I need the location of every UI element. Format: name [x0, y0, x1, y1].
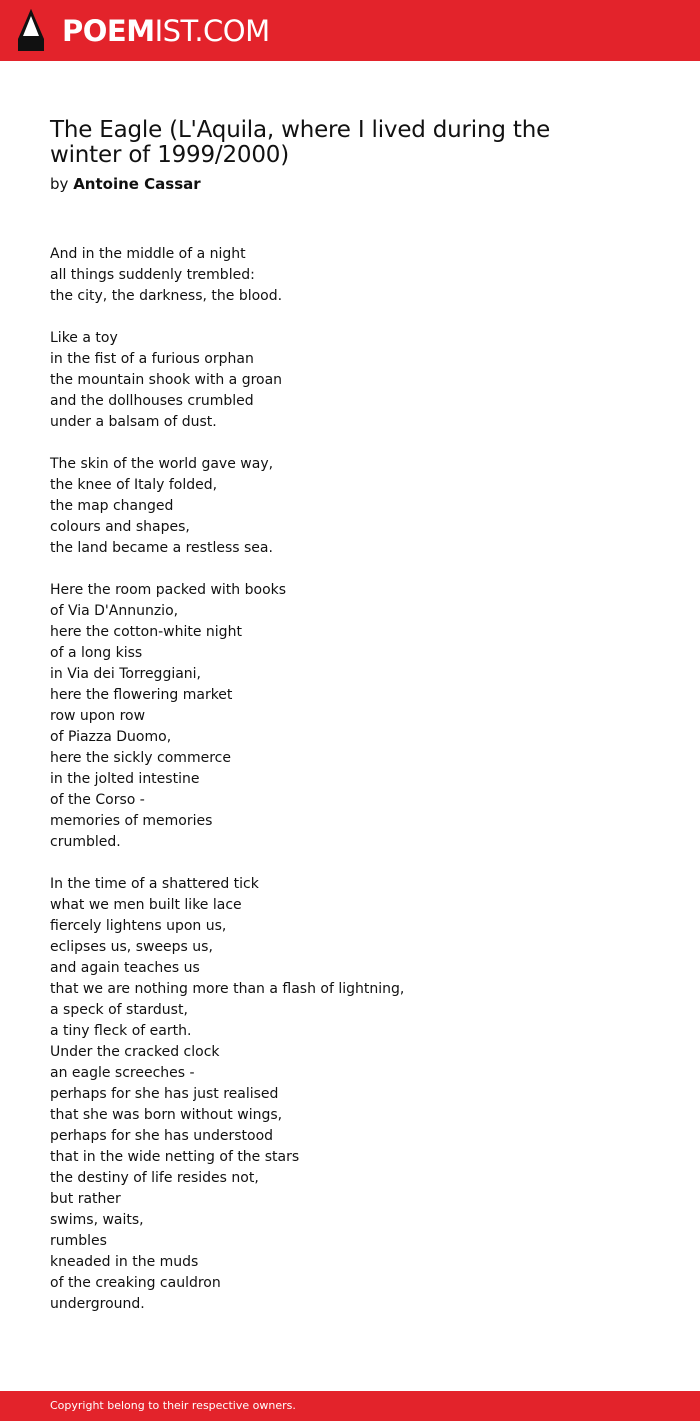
- poem-line: the mountain shook with a groan: [50, 372, 283, 388]
- poem-line: The skin of the world gave way,: [50, 456, 274, 472]
- poem-line: crumbled.: [50, 834, 121, 850]
- poem-line: the land became a restless sea.: [50, 540, 273, 556]
- poem-line: in the fist of a furious orphan: [50, 351, 254, 367]
- poem-line: all things suddenly trembled:: [50, 267, 255, 283]
- poem-line: an eagle screeches -: [50, 1065, 195, 1081]
- poem-line: the map changed: [50, 498, 174, 514]
- logo-text-strong: POEM: [62, 14, 155, 48]
- logo-text-light: IST.COM: [154, 14, 270, 48]
- poem-line: the destiny of life resides not,: [50, 1170, 259, 1186]
- poem-line: eclipses us, sweeps us,: [50, 939, 213, 955]
- poem-line: swims, waits,: [50, 1212, 144, 1228]
- stanza-gap: [50, 853, 650, 874]
- poem-line: kneaded in the muds: [50, 1254, 199, 1270]
- copyright-notice: Copyright belong to their respective owners.: [50, 1399, 296, 1412]
- site-logo[interactable]: [62, 11, 270, 51]
- poem-line: and again teaches us: [50, 960, 200, 976]
- stanza-gap: [50, 559, 650, 580]
- poem-line: memories of memories: [50, 813, 213, 829]
- poem-line: rumbles: [50, 1233, 107, 1249]
- author-name: Antoine Cassar: [73, 175, 201, 193]
- poem-line: that in the wide netting of the stars: [50, 1149, 300, 1165]
- byline-label: by: [50, 175, 69, 193]
- poem-stanza: [50, 580, 650, 853]
- poem-line: here the flowering market: [50, 687, 233, 703]
- poem-stanza: [50, 874, 650, 1315]
- site-footer: [0, 1391, 700, 1421]
- poem-line: that we are nothing more than a flash of lightning,: [50, 981, 405, 997]
- poem-line: of Piazza Duomo,: [50, 729, 172, 745]
- poem-stanza: [50, 454, 650, 559]
- pencil-tip-icon[interactable]: [18, 9, 44, 51]
- poem-line: under a balsam of dust.: [50, 414, 217, 430]
- byline: [50, 174, 201, 194]
- poem-line: colours and shapes,: [50, 519, 190, 535]
- poem-line: of Via D'Annunzio,: [50, 603, 179, 619]
- poem-line: of the Corso -: [50, 792, 145, 808]
- poem-line: row upon row: [50, 708, 146, 724]
- poem-line: a speck of stardust,: [50, 1002, 188, 1018]
- poem-line: In the time of a shattered tick: [50, 876, 259, 892]
- poem-line: here the cotton-white night: [50, 624, 242, 640]
- poem-body: [50, 244, 650, 1315]
- poem-line: a tiny fleck of earth.: [50, 1023, 192, 1039]
- poem-line: but rather: [50, 1191, 121, 1207]
- poem-line: of a long kiss: [50, 645, 143, 661]
- poem-line: that she was born without wings,: [50, 1107, 283, 1123]
- poem-line: in Via dei Torreggiani,: [50, 666, 202, 682]
- poem-line: the knee of Italy folded,: [50, 477, 218, 493]
- poem-line: And in the middle of a night: [50, 246, 246, 262]
- poem-line: in the jolted intestine: [50, 771, 200, 787]
- poem-line: underground.: [50, 1296, 145, 1312]
- poem-line: fiercely lightens upon us,: [50, 918, 227, 934]
- poem-line: Like a toy: [50, 330, 118, 346]
- poem-line: what we men built like lace: [50, 897, 242, 913]
- poem-line: perhaps for she has understood: [50, 1128, 274, 1144]
- site-header: [0, 0, 700, 61]
- poem-line: Here the room packed with books: [50, 582, 287, 598]
- stanza-gap: [50, 433, 650, 454]
- poem-line: of the creaking cauldron: [50, 1275, 221, 1291]
- poem-line: and the dollhouses crumbled: [50, 393, 254, 409]
- poem-line: Under the cracked clock: [50, 1044, 220, 1060]
- poem-title: The Eagle (L'Aquila, where I lived during the winter of 1999/2000): [50, 117, 551, 168]
- stanza-gap: [50, 307, 650, 328]
- poem-stanza: [50, 328, 650, 433]
- poem-line: the city, the darkness, the blood.: [50, 288, 283, 304]
- poem-stanza: [50, 244, 650, 307]
- poem-line: here the sickly commerce: [50, 750, 231, 766]
- poem-line: perhaps for she has just realised: [50, 1086, 279, 1102]
